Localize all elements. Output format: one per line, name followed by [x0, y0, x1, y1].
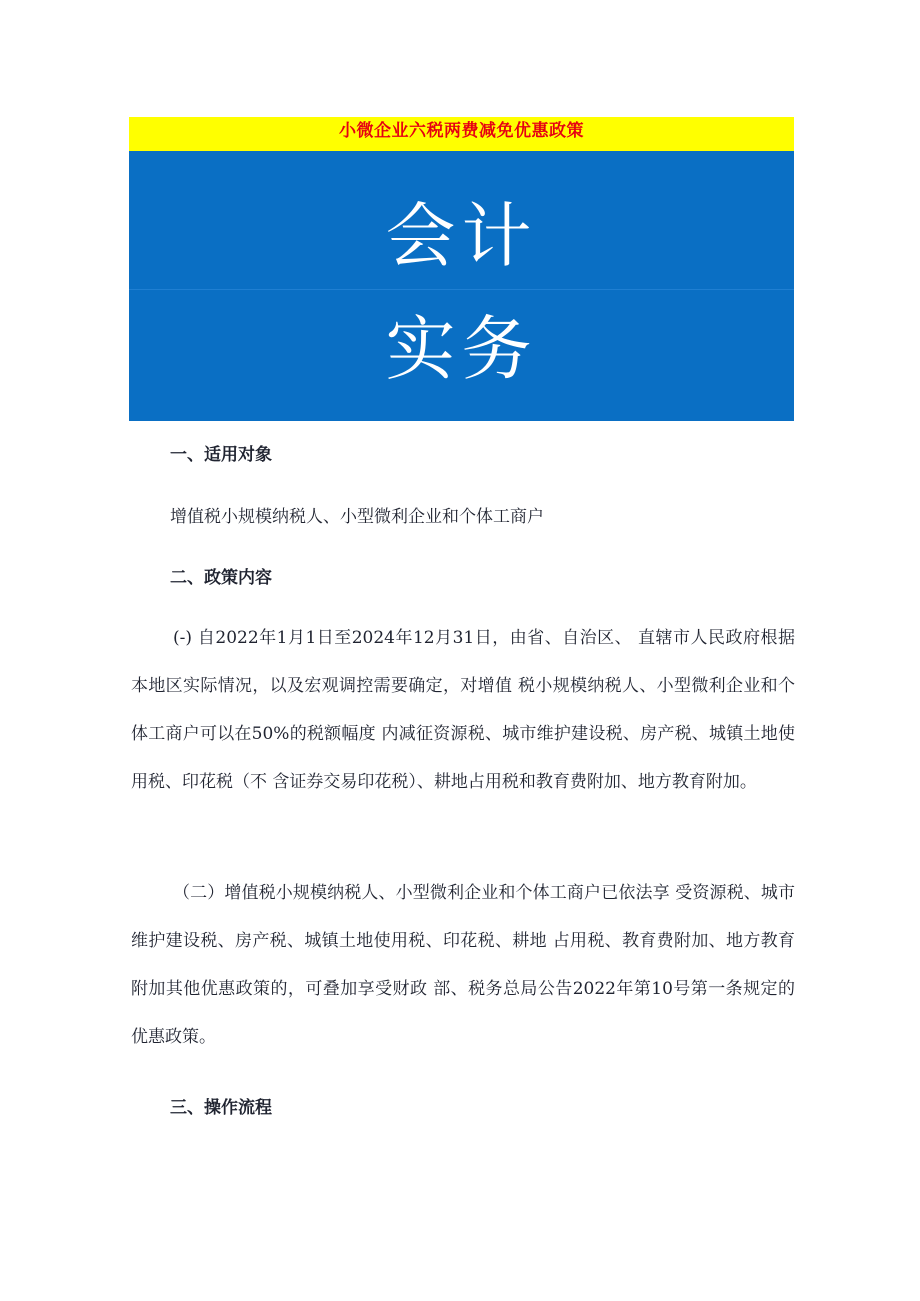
section-1-text: 增值税小规模纳税人、小型微利企业和个体工商户 [170, 507, 544, 527]
section-3-heading: 三、操作流程 [170, 1098, 272, 1118]
banner-text-line-2: 实务 [385, 308, 538, 390]
banner-divider [129, 289, 794, 290]
section-2-paragraph-1: (-) 自2022年1月1日至2024年12月31日，由省、自治区、 直辖市人民政府根据本地区实际情况，以及宏观调控需要确定，对增值 税小规模纳税人、小型微利企业和个体工商户可以在50%的税额幅度 内减征资源税、城市维护建设税、房产税、城镇土地使用税、印花税（不 含证券交易印花税）、耕地占用税和教育费附加、地方教育附加。 [131, 628, 795, 792]
section-2-heading: 二、政策内容 [170, 568, 272, 588]
title-banner [129, 117, 794, 421]
section-1-heading: 一、适用对象 [170, 445, 272, 465]
section-2-paragraph-2: （二）增值税小规模纳税人、小型微利企业和个体工商户已依法享 受资源税、城市维护建设税、房产税、城镇土地使用税、印花税、耕地 占用税、教育费附加、地方教育附加其他优惠政策的，可叠加享受财政 部、税务总局公告2022年第10号第一条规定的优惠政策。 [131, 883, 795, 1047]
banner-text-line-1: 会计 [385, 195, 538, 277]
banner-graphic [129, 151, 794, 421]
document-title: 小微企业六税两费减免优惠政策 [129, 117, 794, 151]
